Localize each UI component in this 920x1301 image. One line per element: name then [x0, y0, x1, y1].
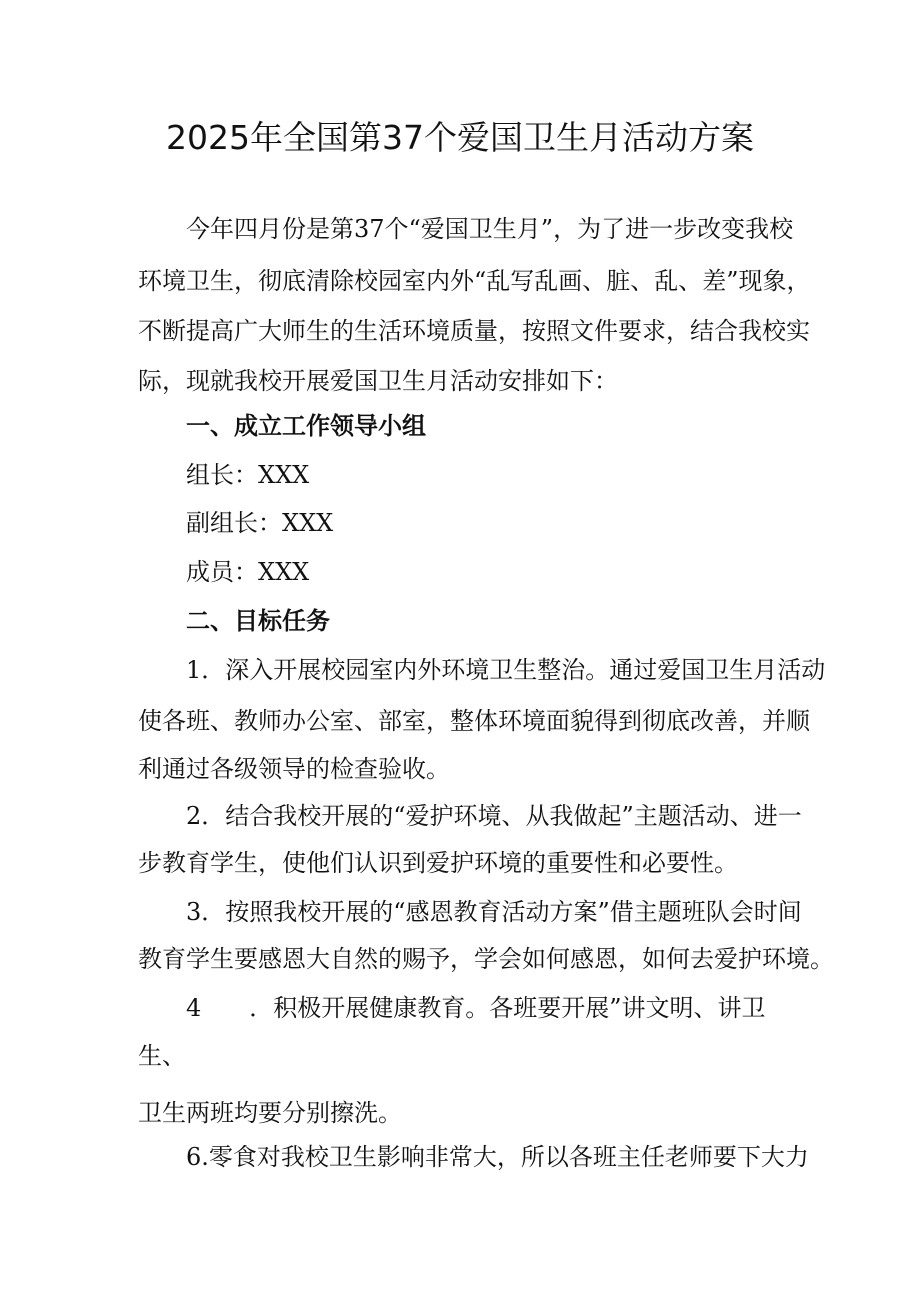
list-item-line: 3．按照我校开展的“感恩教育活动方案”借主题班队会时间: [186, 898, 802, 926]
section-heading: 二、目标任务: [186, 607, 330, 635]
members: 成员：XXX: [186, 558, 310, 586]
list-item-line: 利通过各级领导的检查验收。: [138, 755, 450, 783]
list-item-line: 步教育学生，使他们认识到爱护环境的重要性和必要性。: [138, 849, 738, 877]
paragraph-line: 环境卫生，彻底清除校园室内外“乱写乱画、脏、乱、差”现象，: [138, 267, 811, 295]
list-item-line: 教育学生要感恩大自然的赐予，学会如何感恩，如何去爱护环境。: [138, 945, 834, 973]
paragraph-line: 际，现就我校开展爱国卫生月活动安排如下：: [138, 367, 618, 395]
document-title: 2025年全国第37个爱国卫生月活动方案: [166, 118, 754, 157]
list-item-line: 4 ．积极开展健康教育。各班要开展”讲文明、讲卫: [186, 994, 766, 1022]
list-item-line: 生、: [138, 1042, 186, 1070]
list-item-line: 卫生两班均要分别擦洗。: [138, 1099, 402, 1127]
section-heading: 一、成立工作领导小组: [186, 412, 426, 440]
deputy-leader: 副组长：XXX: [186, 509, 334, 537]
list-item-line: 1．深入开展校园室内外环境卫生整治。通过爱国卫生月活动: [186, 656, 826, 684]
list-item-line: 2．结合我校开展的“爱护环境、从我做起”主题活动、进一: [186, 802, 802, 830]
list-item-line: 6.零食对我校卫生影响非常大，所以各班主任老师要下大力: [186, 1143, 809, 1171]
paragraph-line: 今年四月份是第37个“爱国卫生月”，为了进一步改变我校: [186, 215, 794, 243]
group-leader: 组长：XXX: [186, 461, 310, 489]
list-item-line: 使各班、教师办公室、部室，整体环境面貌得到彻底改善，并顺: [138, 707, 810, 735]
paragraph-line: 不断提高广大师生的生活环境质量，按照文件要求，结合我校实: [138, 317, 810, 345]
